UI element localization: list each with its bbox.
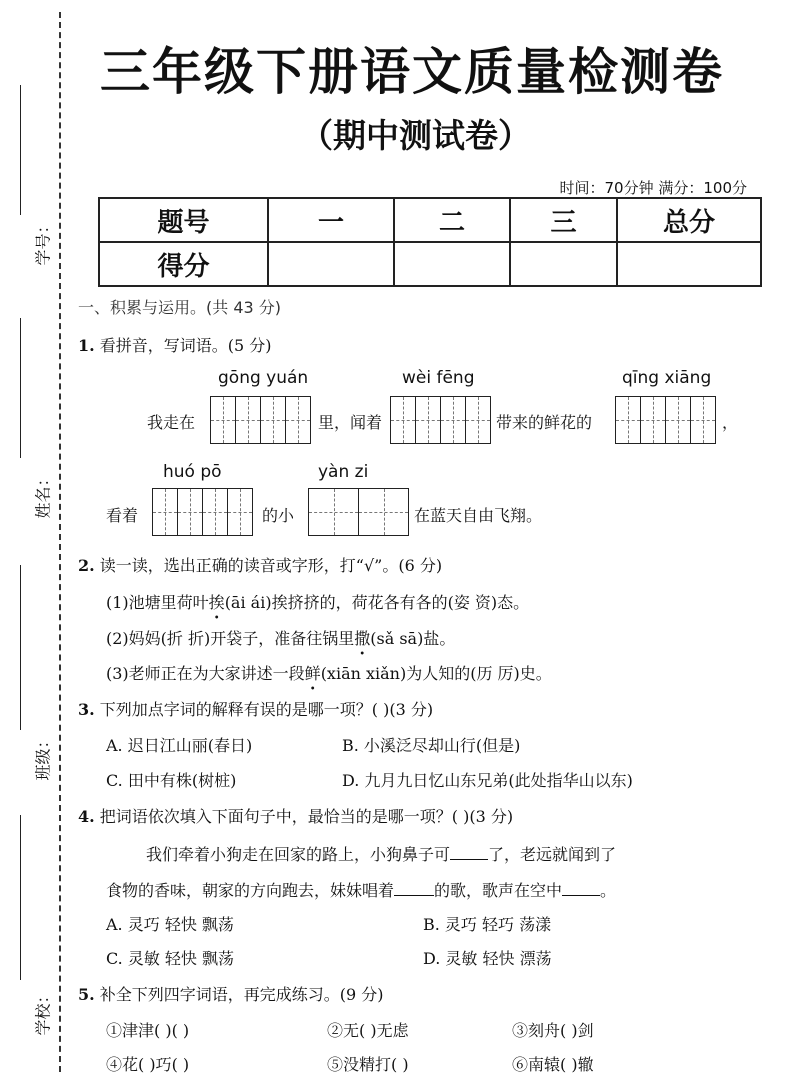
writing-grid[interactable] [308,488,409,536]
item-text: (3)老师正在为大家讲述一段 [106,664,305,683]
question-2-item-3 [106,661,552,684]
class-line[interactable] [20,565,21,730]
score-table [98,197,762,287]
score-table-header-row [99,198,761,242]
binding-margin [0,0,70,1072]
score-header-cell: 二 [394,198,510,242]
passage-line-2 [106,878,616,901]
passage-text: 食物的香味，朝家的方向跑去，妹妹唱着 [106,881,395,900]
item-text: (xiān xiǎn)为人知的(历 厉)史。 [320,664,552,683]
idiom-item-3[interactable]: ③刻舟( )剑 [512,1021,594,1040]
question-text: 读一读，选出正确的读音或字形，打“√”。(6 分) [99,556,443,575]
score-header-cell: 题号 [99,198,268,242]
name-line[interactable] [20,318,21,458]
score-table-score-row [99,242,761,286]
question-1 [78,333,272,356]
idiom-item-5[interactable]: ⑤没精打( ) [327,1055,409,1074]
question-5 [78,982,384,1005]
pinyin-label: gōng yuán [218,368,309,388]
idiom-item-2[interactable]: ②无( )无虑 [327,1021,409,1040]
option-c[interactable]: C. 田中有株(树桩) [106,771,237,790]
sentence-text: 带来的鲜花的 [496,413,593,432]
dotted-char: 鲜 [304,664,321,683]
pinyin-label: wèi fēng [402,368,475,388]
question-3 [78,697,433,720]
item-text: (2)妈妈(折 折)开袋子，准备往锅里 [106,629,355,648]
fill-blank[interactable] [562,895,600,896]
score-row-label: 得分 [99,242,268,286]
sentence-text: 里，闻着 [318,413,383,432]
student-id-label: 学号： [33,217,53,266]
passage-text: 。 [600,881,617,900]
question-number: 1. [78,336,95,355]
option-b[interactable]: B. 灵巧 轻巧 荡漾 [423,915,552,934]
pinyin-label: huó pō [163,462,222,482]
option-b[interactable]: B. 小溪泛尽却山行(但是) [342,736,521,755]
time-info: 时间：70分钟 满分：100分 [559,179,747,197]
option-c[interactable]: C. 灵敏 轻快 飘荡 [106,949,235,968]
score-input-cell[interactable] [617,242,761,286]
sentence-text: 的小 [262,506,295,525]
passage-line-1 [146,842,616,865]
passage-text: 了，老远就闻到了 [488,845,617,864]
pinyin-label: qīng xiāng [622,368,712,388]
fill-blank[interactable] [450,859,488,860]
option-a[interactable]: A. 灵巧 轻快 飘荡 [106,915,234,934]
fill-blank[interactable] [394,895,434,896]
score-header-cell: 一 [268,198,394,242]
item-text: (1)池塘里荷叶 [106,593,209,612]
question-number: 3. [78,700,95,719]
score-header-cell: 总分 [617,198,761,242]
dotted-char: 撒 [354,629,371,648]
score-input-cell[interactable] [394,242,510,286]
page-title: 三年级下册语文质量检测卷 [100,43,724,101]
idiom-item-1[interactable]: ①津津( )( ) [106,1021,190,1040]
option-a[interactable]: A. 迟日江山丽(春日) [106,736,253,755]
question-2-item-2 [106,626,455,649]
item-text: (āi ái)挨挤挤的，荷花各有各的(姿 资)态。 [224,593,530,612]
school-line[interactable] [20,815,21,980]
item-text: (sǎ sā)盐。 [370,629,456,648]
name-label: 姓名： [33,470,53,519]
option-d[interactable]: D. 灵敏 轻快 漂荡 [423,949,552,968]
school-label: 学校： [33,987,53,1036]
score-input-cell[interactable] [510,242,617,286]
dotted-char: 挨 [208,593,225,612]
passage-text: 我们牵着小狗走在回家的路上，小狗鼻子可 [146,845,451,864]
writing-grid[interactable] [210,396,311,444]
question-2 [78,553,442,576]
question-2-item-1 [106,590,529,613]
page-subtitle: （期中测试卷） [300,116,531,155]
question-number: 2. [78,556,95,575]
score-header-cell: 三 [510,198,617,242]
writing-grid[interactable] [615,396,716,444]
student-id-line[interactable] [20,85,21,215]
writing-grid[interactable] [390,396,491,444]
pinyin-label: yàn zi [318,462,369,482]
idiom-item-6[interactable]: ⑥南辕( )辙 [512,1055,594,1074]
idiom-item-4[interactable]: ④花( )巧( ) [106,1055,190,1074]
section-heading: 一、积累与运用。(共 43 分) [78,298,282,317]
sentence-text: 看着 [106,506,139,525]
class-label: 班级： [33,732,53,781]
question-text: 下列加点字词的解释有误的是哪一项？( )(3 分) [99,700,434,719]
question-4 [78,804,513,827]
passage-text: 的歌，歌声在空中 [434,881,563,900]
question-text: 把词语依次填入下面句子中，最恰当的是哪一项？( )(3 分) [99,807,514,826]
question-text: 补全下列四字词语，再完成练习。(9 分) [99,985,384,1004]
score-input-cell[interactable] [268,242,394,286]
question-number: 5. [78,985,95,1004]
sentence-text: 我走在 [147,413,196,432]
binding-dashed-line [59,12,61,1072]
option-d[interactable]: D. 九月九日忆山东兄弟(此处指华山以东) [342,771,633,790]
sentence-text: ， [722,413,739,432]
question-number: 4. [78,807,95,826]
question-text: 看拼音，写词语。(5 分) [99,336,272,355]
writing-grid[interactable] [152,488,253,536]
sentence-text: 在蓝天自由飞翔。 [414,506,543,525]
